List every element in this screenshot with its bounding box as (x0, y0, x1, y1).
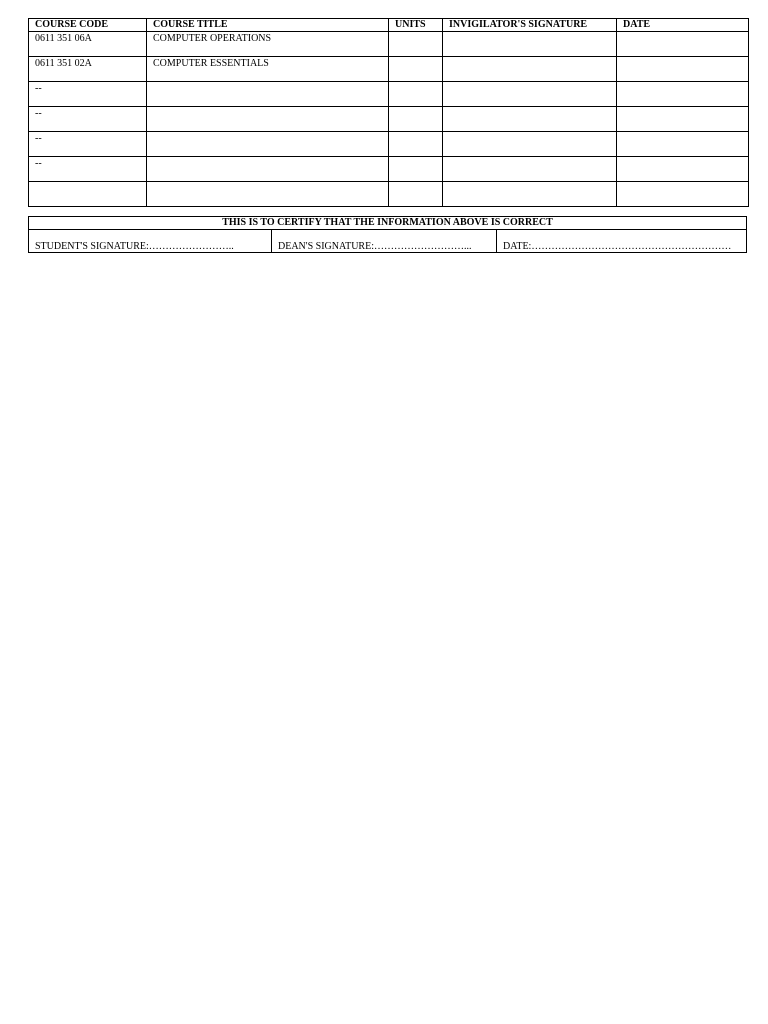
course-code-cell: -- (29, 157, 147, 182)
table-row (29, 182, 749, 207)
signature-cell (443, 57, 617, 82)
header-course-title: COURSE TITLE (147, 19, 389, 32)
signature-row (29, 230, 747, 253)
signature-cell (443, 157, 617, 182)
date-cell (617, 182, 749, 207)
course-title-cell (147, 82, 389, 107)
table-header-row (29, 19, 749, 32)
certification-date-field: DATE:…………………………………………………… (497, 230, 747, 253)
units-cell (389, 132, 443, 157)
table-row (29, 32, 749, 57)
certification-heading: THIS IS TO CERTIFY THAT THE INFORMATION ABOVE IS CORRECT (29, 217, 747, 230)
dean-signature-field: DEAN'S SIGNATURE:………………………... (272, 230, 497, 253)
units-cell (389, 107, 443, 132)
course-code-cell: 0611 351 02A (29, 57, 147, 82)
date-cell (617, 57, 749, 82)
signature-cell (443, 182, 617, 207)
date-cell (617, 32, 749, 57)
table-row (29, 82, 749, 107)
signature-cell (443, 107, 617, 132)
table-row (29, 157, 749, 182)
course-code-cell: -- (29, 107, 147, 132)
header-units: UNITS (389, 19, 443, 32)
date-cell (617, 82, 749, 107)
header-date: DATE (617, 19, 749, 32)
units-cell (389, 182, 443, 207)
certification-heading-row (29, 217, 747, 230)
course-title-cell (147, 132, 389, 157)
units-cell (389, 82, 443, 107)
signature-cell (443, 132, 617, 157)
table-row (29, 132, 749, 157)
table-row (29, 57, 749, 82)
course-title-cell: COMPUTER ESSENTIALS (147, 57, 389, 82)
course-title-cell: COMPUTER OPERATIONS (147, 32, 389, 57)
date-cell (617, 157, 749, 182)
course-title-cell (147, 107, 389, 132)
signature-cell (443, 82, 617, 107)
table-row (29, 107, 749, 132)
course-code-cell (29, 182, 147, 207)
course-registration-table (28, 18, 749, 207)
date-cell (617, 132, 749, 157)
date-cell (617, 107, 749, 132)
course-title-cell (147, 157, 389, 182)
course-code-cell: -- (29, 82, 147, 107)
signature-cell (443, 32, 617, 57)
student-signature-field: STUDENT'S SIGNATURE:…………………….. (29, 230, 272, 253)
certification-table (28, 216, 747, 253)
units-cell (389, 57, 443, 82)
course-title-cell (147, 182, 389, 207)
header-course-code: COURSE CODE (29, 19, 147, 32)
header-invigilator-signature: INVIGILATOR'S SIGNATURE (443, 19, 617, 32)
course-code-cell: 0611 351 06A (29, 32, 147, 57)
course-code-cell: -- (29, 132, 147, 157)
units-cell (389, 157, 443, 182)
units-cell (389, 32, 443, 57)
